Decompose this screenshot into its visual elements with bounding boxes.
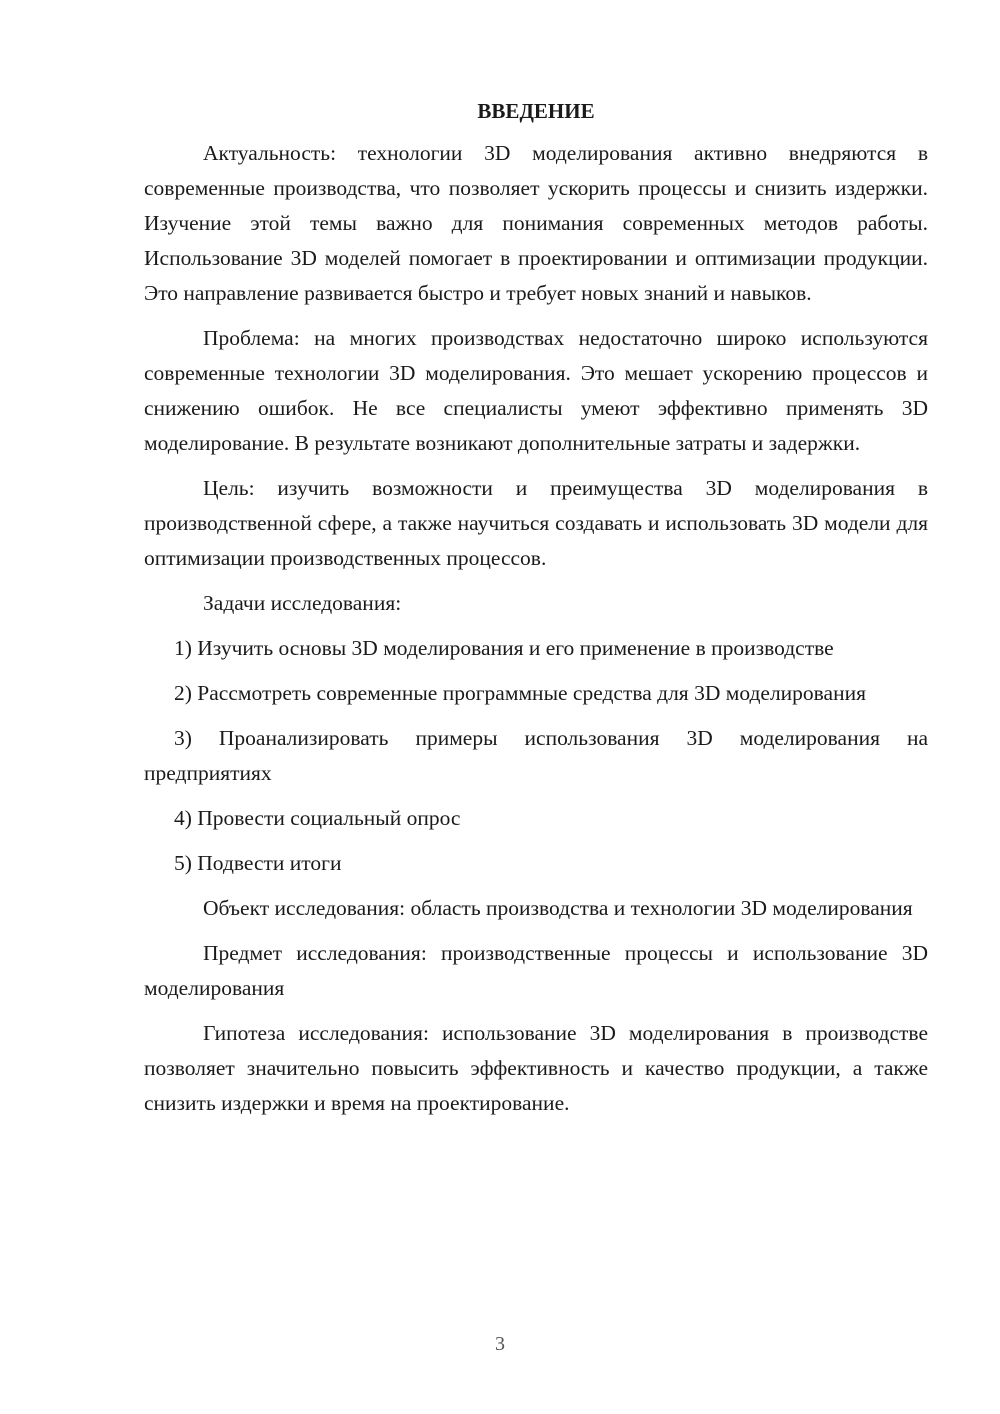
task-item-3: 3) Проанализировать примеры использования 3D моделирования на предприятиях [144,726,928,785]
problem-paragraph: Проблема: на многих производствах недостаточно широко используются современные технологии 3D моделирования. Это мешает ускорению процессов и снижению ошибок. Не все специалисты умеют эффективно применять 3D моделирование. В результате возникают дополнительные затраты и задержки. [144,326,928,455]
task-item-2: 2) Рассмотреть современные программные средства для 3D моделирования [174,681,866,705]
object-paragraph: Объект исследования: область производства и технологии 3D моделирования [203,896,913,920]
document-page [144,96,928,1131]
subject-paragraph: Предмет исследования: производственные процессы и использование 3D моделирования [144,941,928,1000]
task-item-4: 4) Провести социальный опрос [174,806,461,830]
goal-paragraph: Цель: изучить возможности и преимущества 3D моделирования в производственной сфере, а также научиться создавать и использовать 3D модели для оптимизации производственных процессов. [144,476,928,570]
section-title: ВВЕДЕНИЕ [477,99,595,123]
relevance-paragraph: Актуальность: технологии 3D моделирования активно внедряются в современные производства, что позволяет ускорить процессы и снизить издержки. Изучение этой темы важно для понимания современных методов работы. Использование 3D моделей помогает в проектировании и оптимизации продукции. Это направление развивается быстро и требует новых знаний и навыков. [144,141,928,305]
task-item-1: 1) Изучить основы 3D моделирования и его применение в производстве [174,636,834,660]
tasks-heading: Задачи исследования: [203,591,402,615]
hypothesis-paragraph: Гипотеза исследования: использование 3D моделирования в производстве позволяет значительно повысить эффективность и качество продукции, а также снизить издержки и время на проектирование. [144,1021,928,1115]
task-item-5: 5) Подвести итоги [174,851,342,875]
page-number: 3 [495,1333,505,1355]
